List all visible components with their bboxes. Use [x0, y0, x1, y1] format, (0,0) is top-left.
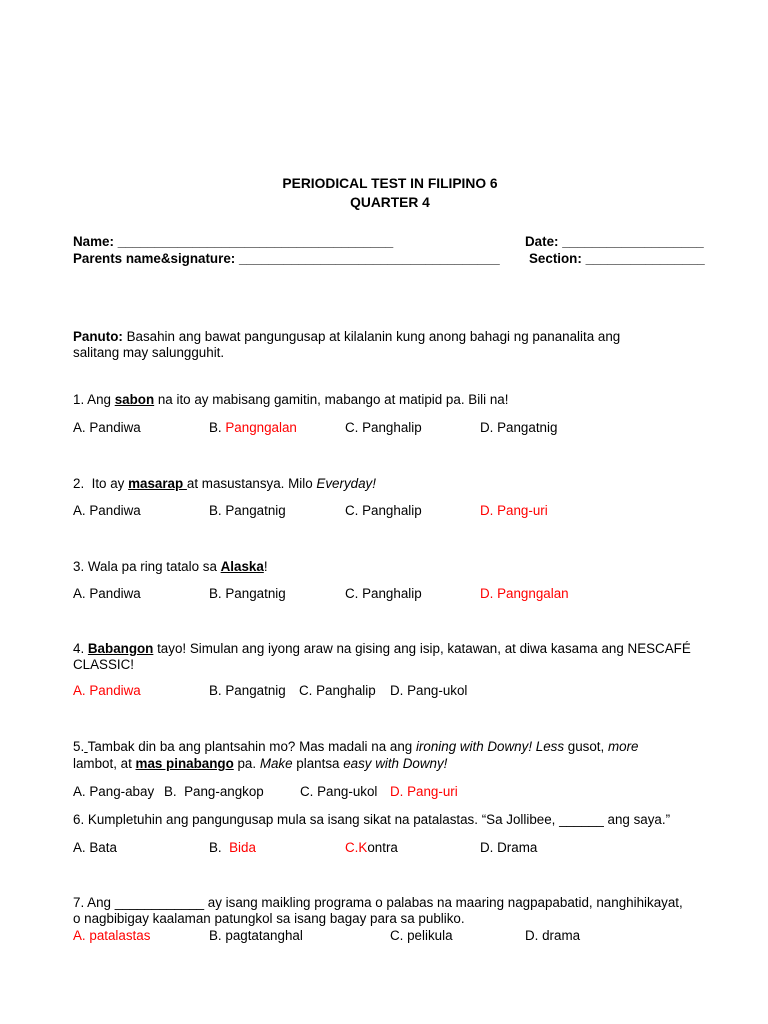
- choice-text: A. Pandiwa: [73, 683, 141, 698]
- italic-phrase: Make: [259, 756, 293, 771]
- parents-signature-blank: ___________________________________: [238, 251, 500, 266]
- choice-a: [73, 784, 154, 800]
- choice-text: C. Panghalip: [345, 503, 422, 518]
- question-text: pa.: [233, 756, 260, 771]
- question-prompt: [73, 641, 691, 657]
- instructions-line: [73, 345, 224, 361]
- choice-text: D. Drama: [480, 840, 538, 855]
- italic-phrase: Everyday!: [316, 476, 376, 491]
- question-text: 6. Kumpletuhin ang pangungusap mula sa isang sikat na patalastas. “Sa Jollibee, ______ ang saya.”: [73, 812, 671, 827]
- choice-text: D. drama: [525, 928, 581, 943]
- choice-text: C. Panghalip: [299, 683, 376, 698]
- question-prompt: [73, 911, 465, 927]
- question-text: o nagbibigay kaalaman patungkol sa isang bagay para sa publiko.: [73, 911, 465, 926]
- choice-b: [209, 683, 286, 699]
- choice-d: [480, 503, 548, 519]
- choice-text: A. Pandiwa: [73, 420, 141, 435]
- underlined-keyword: sabon: [114, 392, 155, 407]
- choice-c: [299, 683, 376, 699]
- choice-text: A. Pandiwa: [73, 586, 141, 601]
- choice-text: D. Pang-uri: [390, 784, 458, 799]
- choice-a: [73, 840, 117, 856]
- instructions-text: Basahin ang bawat pangungusap at kilalanin kung anong bahagi ng pananalita ang: [126, 329, 621, 344]
- choice-text: C.K: [345, 840, 368, 855]
- question-text: 3. Wala pa ring tatalo sa: [73, 559, 221, 574]
- name-label: Name:: [73, 234, 114, 249]
- question-prompt: [73, 657, 134, 673]
- choice-c: [345, 840, 398, 856]
- choice-text: A. patalastas: [73, 928, 151, 943]
- choice-text: C. Panghalip: [345, 586, 422, 601]
- date-blank: ___________________: [562, 234, 704, 249]
- question-text: !: [263, 559, 268, 574]
- choice-b: [209, 586, 286, 602]
- question-text: tayo! Simulan ang iyong araw na gising ang isip, katawan, at diwa kasama ang NESCAFÉ: [153, 641, 691, 656]
- choice-d: [525, 928, 580, 944]
- underlined-keyword: mas pinabango: [135, 756, 234, 771]
- parents-signature-field: [73, 251, 500, 267]
- question-prompt: [73, 559, 268, 575]
- choice-text: B.: [209, 840, 230, 855]
- choice-text: Pangngalan: [225, 420, 297, 435]
- question-text: 7. Ang ____________ ay isang maikling programa o palabas na maaring nagpapabatid, nanghihikayat,: [73, 895, 683, 910]
- section-blank: ________________: [585, 251, 705, 266]
- section-label: Section:: [529, 251, 582, 266]
- choice-a: [73, 928, 150, 944]
- italic-phrase: ironing with Downy! Less: [415, 739, 565, 754]
- name-blank: _____________________________________: [117, 234, 394, 249]
- underlined-keyword: Babangon: [87, 641, 154, 656]
- choice-text: D. Pang-ukol: [390, 683, 468, 698]
- choice-c: [390, 928, 453, 944]
- choice-text: A. Bata: [73, 840, 117, 855]
- choice-d: [390, 784, 458, 800]
- question-text: gusot,: [564, 739, 608, 754]
- name-field: [73, 234, 393, 250]
- choice-c: [345, 586, 422, 602]
- italic-phrase: easy with Downy!: [343, 756, 448, 771]
- underlined-keyword: Alaska: [220, 559, 264, 574]
- instructions-label: Panuto:: [73, 329, 123, 344]
- question-text: 1. Ang: [73, 392, 115, 407]
- choice-text: C. Panghalip: [345, 420, 422, 435]
- date-label: Date:: [525, 234, 559, 249]
- choice-b: [164, 784, 264, 800]
- instructions-text: salitang may salungguhit.: [73, 345, 225, 360]
- choice-d: [480, 420, 557, 436]
- choice-text: B. pagtatanghal: [209, 928, 303, 943]
- choice-text: B. Pangatnig: [209, 586, 286, 601]
- choice-c: [345, 503, 422, 519]
- choice-b: [209, 420, 297, 436]
- choice-text: ontra: [367, 840, 398, 855]
- choice-text: Bida: [229, 840, 256, 855]
- question-text: CLASSIC!: [73, 657, 135, 672]
- question-text: lambot, at: [73, 756, 136, 771]
- choice-text: D. Pangatnig: [480, 420, 558, 435]
- choice-d: [390, 683, 467, 699]
- choice-d: [480, 840, 537, 856]
- choice-c: [300, 784, 377, 800]
- choice-text: A. Pandiwa: [73, 503, 141, 518]
- question-prompt: [73, 895, 683, 911]
- question-text: 2. Ito ay: [73, 476, 129, 491]
- choice-a: [73, 420, 141, 436]
- question-prompt: [73, 739, 638, 755]
- parents-signature-label: Parents name&signature:: [73, 251, 236, 266]
- choice-text: D. Pang-uri: [480, 503, 548, 518]
- choice-text: D. Pangngalan: [480, 586, 569, 601]
- choice-a: [73, 503, 141, 519]
- question-prompt: [73, 476, 376, 492]
- question-text: at masustansya. Milo: [186, 476, 317, 491]
- instructions-line: [73, 329, 620, 345]
- choice-text: A. Pang-abay: [73, 784, 155, 799]
- question-text: na ito ay mabisang gamitin, mabango at matipid pa. Bili na!: [154, 392, 509, 407]
- date-field: [525, 234, 704, 250]
- choice-text: C. Pang-ukol: [300, 784, 378, 799]
- choice-a: [73, 586, 141, 602]
- question-text: Tambak din ba ang plantsahin mo? Mas madali na ang: [87, 739, 416, 754]
- document-title: PERIODICAL TEST IN FILIPINO 6: [282, 176, 498, 191]
- question-text: plantsa: [292, 756, 344, 771]
- choice-text: B. Pangatnig: [209, 503, 286, 518]
- choice-text: B.: [209, 420, 226, 435]
- choice-b: [209, 840, 256, 856]
- question-text: 4.: [73, 641, 88, 656]
- choice-a: [73, 683, 141, 699]
- choice-c: [345, 420, 422, 436]
- choice-text: C. pelikula: [390, 928, 453, 943]
- question-text: 5.: [73, 739, 85, 754]
- question-prompt: [73, 756, 447, 772]
- underlined-keyword: masarap: [128, 476, 187, 491]
- choice-b: [209, 503, 286, 519]
- italic-phrase: more: [607, 739, 639, 754]
- choice-text: B. Pangatnig: [209, 683, 286, 698]
- choice-b: [209, 928, 303, 944]
- question-prompt: [73, 392, 508, 408]
- choice-d: [480, 586, 569, 602]
- section-field: [529, 251, 705, 267]
- choice-text: B. Pang-angkop: [164, 784, 264, 799]
- document-subtitle: QUARTER 4: [350, 195, 430, 210]
- question-prompt: [73, 812, 670, 828]
